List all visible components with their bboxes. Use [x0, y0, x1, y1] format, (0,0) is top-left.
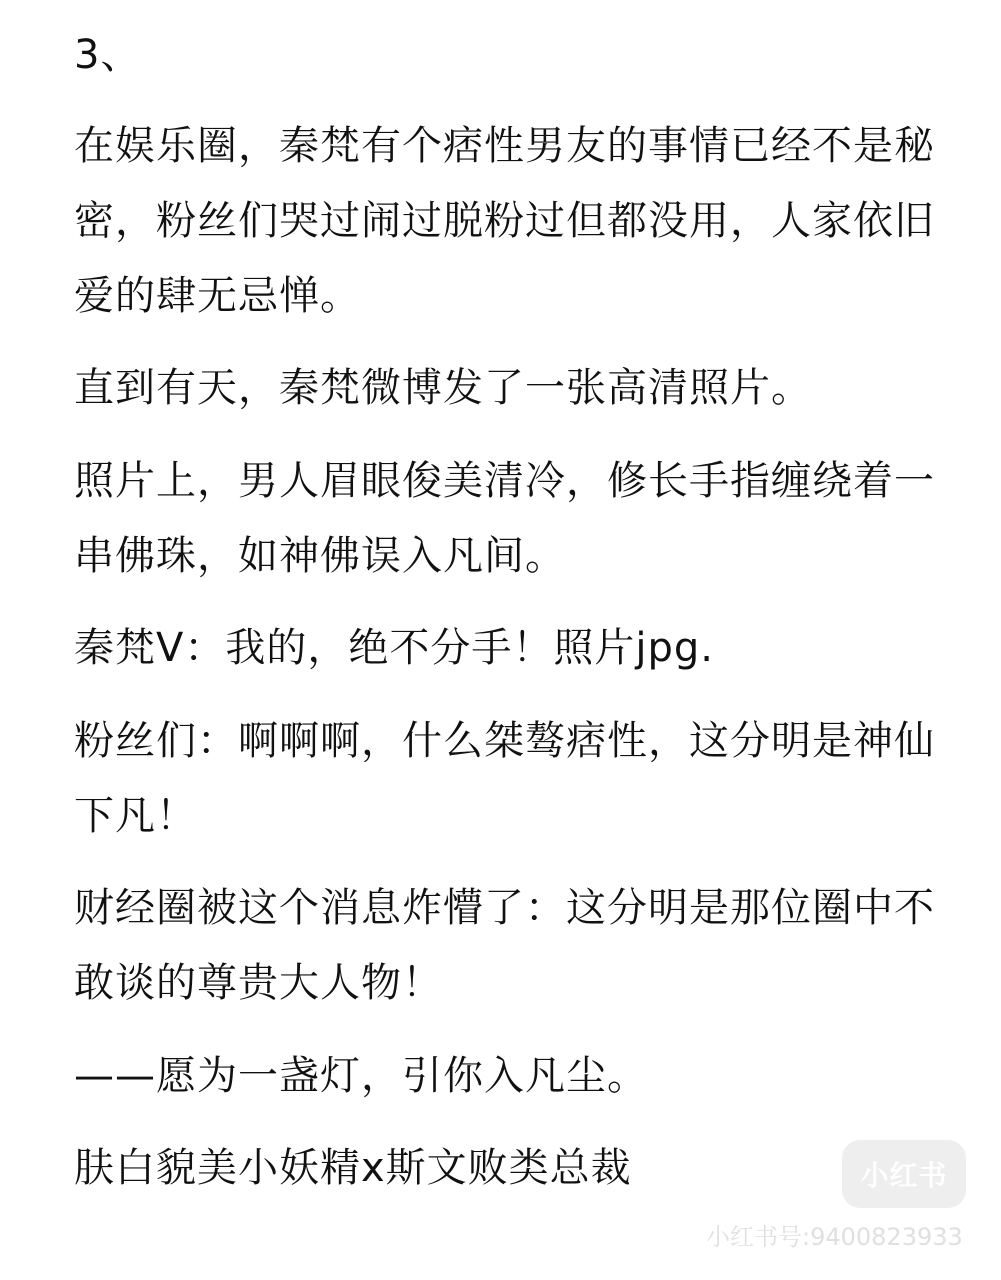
character-summary: 肤白貌美小妖精x斯文败类总裁 [74, 1145, 632, 1191]
paragraph-2: 直到有天，秦梵微博发了一张高清照片。 [74, 365, 812, 411]
paragraph-3-line-1: 照片上，男人眉眼俊美清冷，修长手指缠绕着一 [74, 458, 935, 504]
paragraph-3-line-2: 串佛珠，如神佛误入凡间。 [74, 533, 566, 579]
xiaohongshu-logo [842, 1140, 966, 1208]
paragraph-4: 秦梵V：我的，绝不分手！照片jpg. [74, 625, 714, 671]
paragraph-1-line-1: 在娱乐圈，秦梵有个痞性男友的事情已经不是秘 [74, 123, 935, 169]
logo-text: 小红书 [860, 1159, 948, 1192]
paragraph-5-line-1: 粉丝们：啊啊啊，什么桀骜痞性，这分明是神仙 [74, 718, 935, 764]
paragraph-1-line-2: 密，粉丝们哭过闹过脱粉过但都没用，人家依旧 [74, 198, 935, 244]
paragraph-1-line-3: 爱的肆无忌惮。 [74, 273, 361, 319]
account-id-watermark: 小红书号:9400823933 [706, 1223, 963, 1251]
paragraph-5-line-2: 下凡！ [74, 793, 197, 839]
paragraph-6-line-2: 敢谈的尊贵大人物！ [74, 960, 443, 1006]
tagline: ——愿为一盏灯，引你入凡尘。 [74, 1053, 648, 1099]
paragraph-6-line-1: 财经圈被这个消息炸懵了：这分明是那位圈中不 [74, 885, 935, 931]
section-number: 3、 [74, 32, 142, 78]
